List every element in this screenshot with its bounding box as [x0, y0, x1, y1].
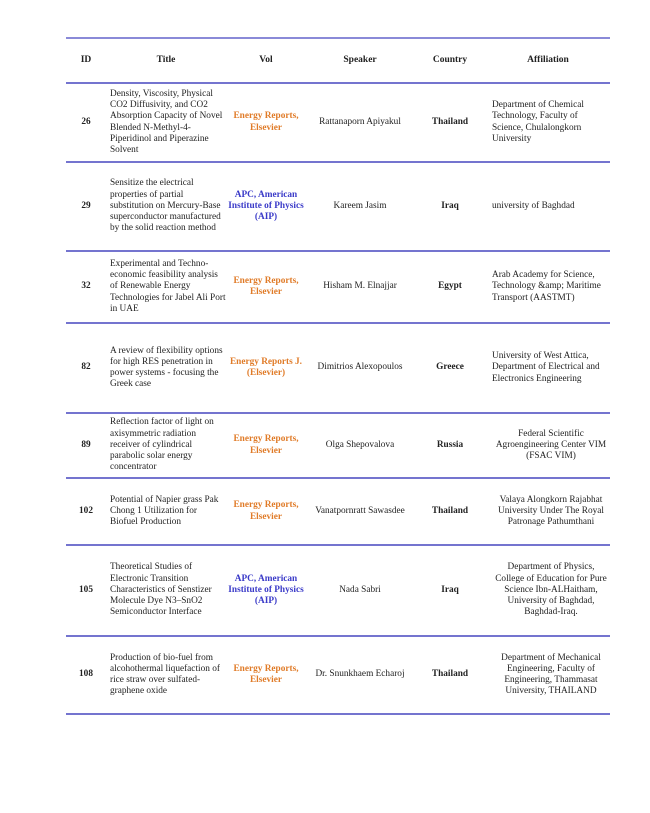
cell-speaker: Vanatpornratt Sawasdee [306, 478, 414, 545]
cell-title: Sensitize the electrical properties of partial substitution on Mercury-Base superconductor manufactured by the solid reaction method [106, 162, 226, 251]
table-row [66, 413, 610, 478]
cell-speaker: Dimitrios Alexopoulos [306, 323, 414, 413]
cell-speaker: Hisham M. Elnajjar [306, 251, 414, 323]
cell-vol: Energy Reports, Elsevier [226, 413, 306, 478]
cell-title: Production of bio-fuel from alcohothermal liquefaction of rice straw over sulfated-graphene oxide [106, 636, 226, 714]
cell-title: Reflection factor of light on axisymmetric radiation receiver of cylindrical parabolic solar energy concentrator [106, 413, 226, 478]
table-row [66, 636, 610, 714]
cell-vol: Energy Reports, Elsevier [226, 251, 306, 323]
cell-title: Theoretical Studies of Electronic Transition Characteristics of Senstizer Molecule Dye N3–SnO2 Semiconductor Interface [106, 545, 226, 636]
cell-speaker: Dr. Snunkhaem Echaroj [306, 636, 414, 714]
header-affiliation: Affiliation [486, 38, 610, 83]
cell-speaker: Rattanaporn Apiyakul [306, 83, 414, 162]
cell-country: Greece [414, 323, 486, 413]
cell-title: Experimental and Techno-economic feasibility analysis of Renewable Energy Technologies for Jabel Ali Port in UAE [106, 251, 226, 323]
cell-affiliation: Department of Mechanical Engineering, Faculty of Engineering, Thammasat University, THAILAND [486, 636, 610, 714]
table-row [66, 83, 610, 162]
cell-affiliation: University of West Attica, Department of Electrical and Electronics Engineering [486, 323, 610, 413]
header-country: Country [414, 38, 486, 83]
cell-affiliation: Department of Physics, College of Education for Pure Science Ibn-ALHaitham, University of Baghdad, Baghdad-Iraq. [486, 545, 610, 636]
header-row [66, 38, 610, 83]
cell-speaker: Nada Sabri [306, 545, 414, 636]
cell-country: Iraq [414, 545, 486, 636]
table-row [66, 323, 610, 413]
cell-affiliation: Valaya Alongkorn Rajabhat University Under The Royal Patronage Pathumthani [486, 478, 610, 545]
header-id: ID [66, 38, 106, 83]
cell-title: Density, Viscosity, Physical CO2 Diffusivity, and CO2 Absorption Capacity of Novel Blended N-Methyl-4-Piperidinol and Piperazine Solvent [106, 83, 226, 162]
header-speaker: Speaker [306, 38, 414, 83]
cell-id: 108 [66, 636, 106, 714]
table-row [66, 478, 610, 545]
cell-country: Thailand [414, 83, 486, 162]
header-vol: Vol [226, 38, 306, 83]
table-row [66, 162, 610, 251]
cell-speaker: Kareem Jasim [306, 162, 414, 251]
table-row [66, 251, 610, 323]
cell-vol: APC, American Institute of Physics (AIP) [226, 545, 306, 636]
cell-affiliation: Arab Academy for Science, Technology &amp; Maritime Transport (AASTMT) [486, 251, 610, 323]
cell-title: A review of flexibility options for high RES penetration in power systems - focusing the Greek case [106, 323, 226, 413]
cell-country: Thailand [414, 636, 486, 714]
cell-affiliation: Department of Chemical Technology, Faculty of Science, Chulalongkorn University [486, 83, 610, 162]
table-row [66, 545, 610, 636]
cell-country: Egypt [414, 251, 486, 323]
cell-country: Russia [414, 413, 486, 478]
cell-title: Potential of Napier grass Pak Chong 1 Utilization for Biofuel Production [106, 478, 226, 545]
header-title: Title [106, 38, 226, 83]
cell-speaker: Olga Shepovalova [306, 413, 414, 478]
cell-vol: APC, American Institute of Physics (AIP) [226, 162, 306, 251]
cell-id: 105 [66, 545, 106, 636]
cell-country: Iraq [414, 162, 486, 251]
cell-vol: Energy Reports J. (Elsevier) [226, 323, 306, 413]
cell-id: 82 [66, 323, 106, 413]
cell-id: 102 [66, 478, 106, 545]
cell-affiliation: Federal Scientific Agroengineering Center VIM (FSAC VIM) [486, 413, 610, 478]
cell-id: 32 [66, 251, 106, 323]
cell-id: 26 [66, 83, 106, 162]
cell-vol: Energy Reports, Elsevier [226, 83, 306, 162]
cell-id: 89 [66, 413, 106, 478]
cell-country: Thailand [414, 478, 486, 545]
speakers-table [66, 37, 610, 715]
cell-vol: Energy Reports, Elsevier [226, 478, 306, 545]
cell-id: 29 [66, 162, 106, 251]
cell-affiliation: university of Baghdad [486, 162, 610, 251]
cell-vol: Energy Reports, Elsevier [226, 636, 306, 714]
